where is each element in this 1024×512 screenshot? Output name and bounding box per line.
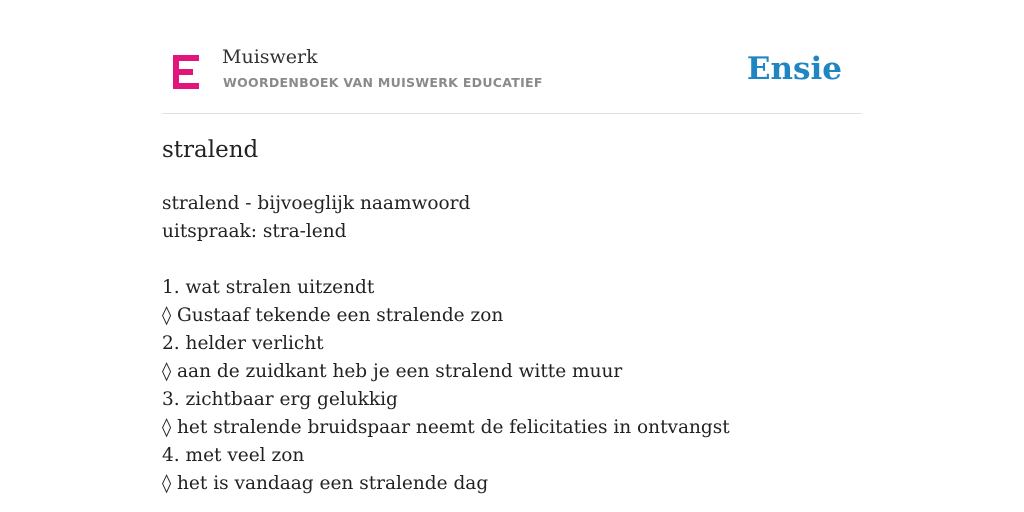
logo-bar-bottom — [173, 83, 199, 89]
entry-content — [162, 190, 730, 498]
logo-bar-middle — [173, 69, 193, 75]
logo-bar-top — [173, 55, 199, 61]
muiswerk-logo-icon[interactable] — [173, 55, 200, 89]
brand-subtitle: WOORDENBOEK VAN MUISWERK EDUCATIEF — [223, 75, 543, 90]
page-title: stralend — [162, 137, 259, 163]
definition-3: 3. zichtbaar erg gelukkig — [162, 389, 398, 410]
example-4: ◊ het is vandaag een stralende dag — [162, 473, 489, 494]
example-1: ◊ Gustaaf tekende een stralende zon — [162, 305, 504, 326]
example-3: ◊ het stralende bruidspaar neemt de felicitaties in ontvangst — [162, 417, 730, 438]
definition-4: 4. met veel zon — [162, 445, 305, 466]
spacer — [162, 246, 730, 274]
site-header — [162, 40, 862, 114]
example-2: ◊ aan de zuidkant heb je een stralend witte muur — [162, 361, 623, 382]
ensie-logo-link[interactable]: Ensie — [746, 51, 842, 87]
definition-2: 2. helder verlicht — [162, 333, 324, 354]
pronunciation: uitspraak: stra-lend — [162, 221, 347, 242]
brand-name-link[interactable]: Muiswerk — [222, 46, 318, 68]
definition-1: 1. wat stralen uitzendt — [162, 277, 375, 298]
word-class: stralend - bijvoeglijk naamwoord — [162, 193, 471, 214]
